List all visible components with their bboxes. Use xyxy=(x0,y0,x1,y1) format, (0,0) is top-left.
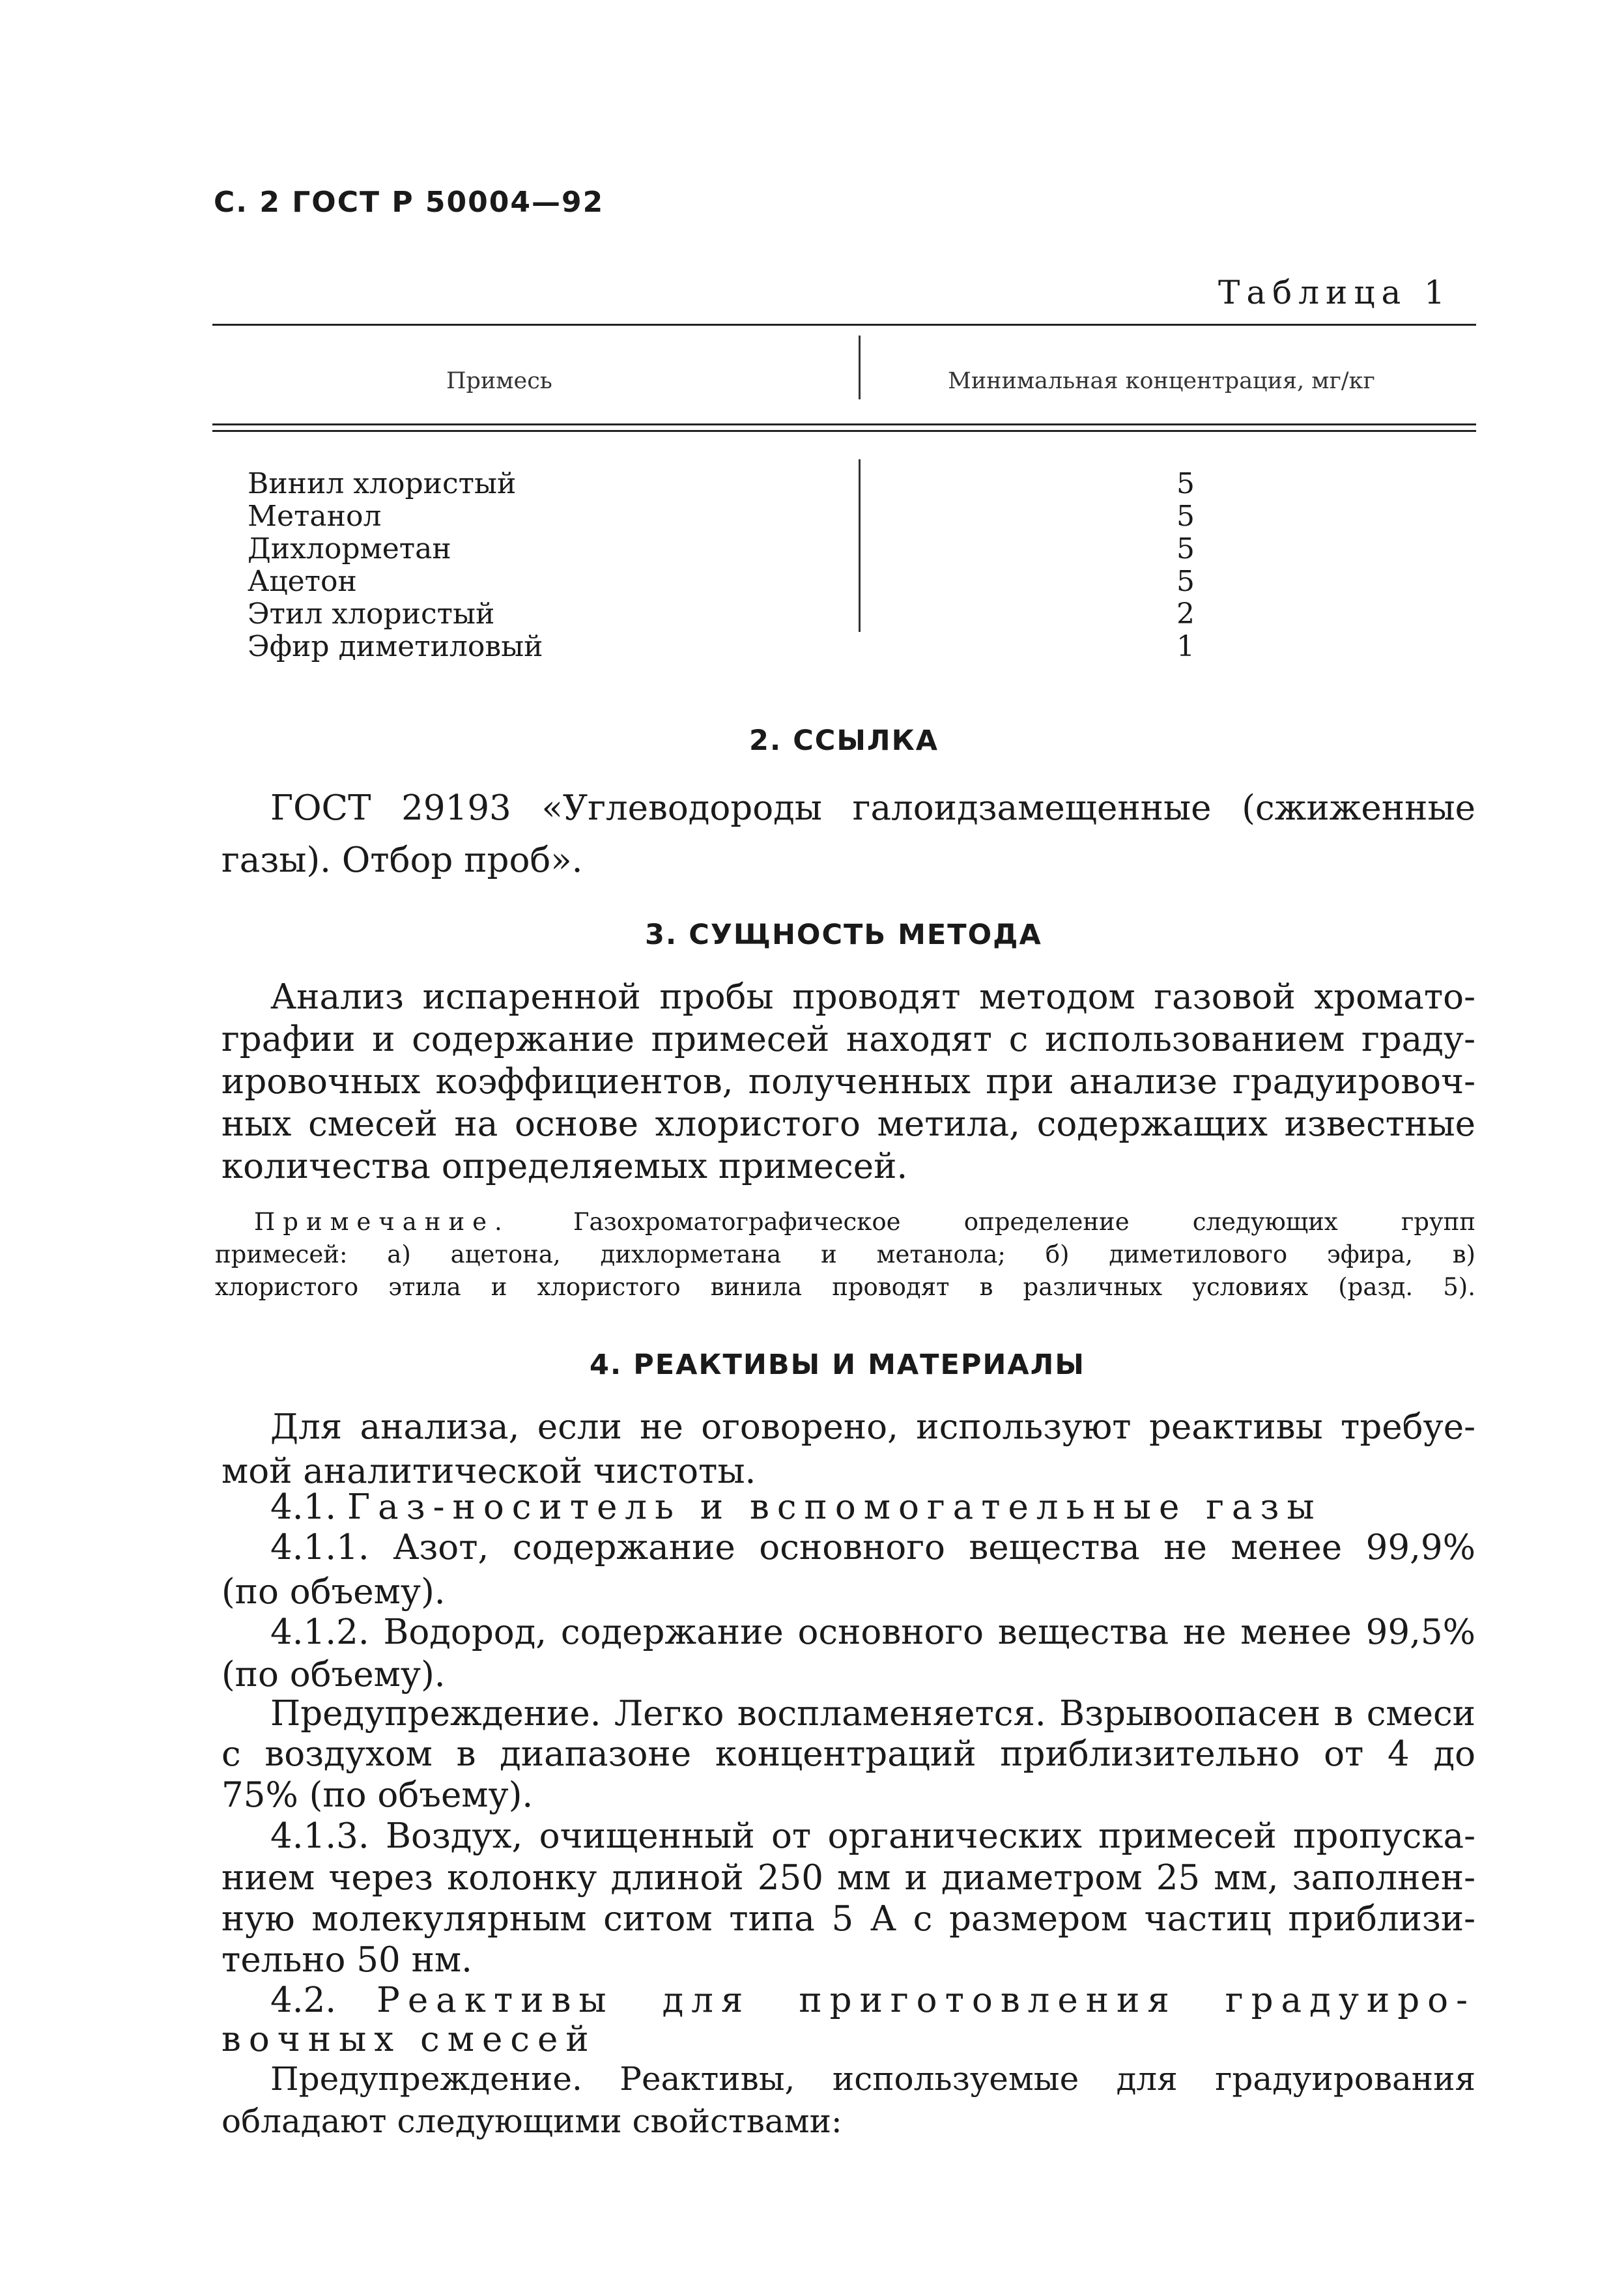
page-header: С. 2 ГОСТ Р 50004—92 xyxy=(214,186,605,219)
table-row-name: Ацетон xyxy=(248,565,357,598)
section-2-line-2: газы). Отбор проб». xyxy=(221,840,583,880)
subsection-4-2-heading xyxy=(270,1981,1475,2021)
section-4-intro-1: Для анализа, если не оговорено, используют реактивы требуе- xyxy=(270,1407,1475,1447)
table-body-separator xyxy=(859,459,861,632)
subsection-4-1-3-line-4: тельно 50 нм. xyxy=(221,1940,472,1980)
note-text-1: Газохроматографическое определение следующих групп xyxy=(573,1208,1475,1236)
section-3-line-4: ных смесей на основе хлористого метила, содержащих известные xyxy=(221,1104,1475,1144)
table-row-name: Дихлорметан xyxy=(248,532,451,565)
section-3-title: 3. СУЩНОСТЬ МЕТОДА xyxy=(645,919,1042,951)
table-row-name: Этил хлористый xyxy=(248,597,495,631)
section-3-line-2: графии и содержание примесей находят с использованием граду- xyxy=(221,1020,1475,1059)
table-row-value: 1 xyxy=(1176,630,1195,663)
table-row-value: 5 xyxy=(1176,565,1195,598)
subsection-4-1-3-line-2: нием через колонку длиной 250 мм и диаметром 25 мм, заполнен- xyxy=(221,1858,1475,1898)
section-2-title: 2. ССЫЛКА xyxy=(749,724,939,757)
subsection-4-1-number: 4.1. xyxy=(270,1487,337,1527)
subsection-4-2-number: 4.2. xyxy=(270,1981,337,2020)
note-line-2: примесей: а) ацетона, дихлорметана и метанола; б) диметилового эфира, в) xyxy=(215,1240,1475,1268)
section-3-line-3: ировочных коэффициентов, полученных при анализе градуировоч- xyxy=(221,1062,1475,1102)
table-col-impurity: Примесь xyxy=(446,368,552,394)
warning-line-1: Предупреждение. Легко воспламеняется. Взрывоопасен в смеси xyxy=(270,1694,1475,1734)
table-label: Таблица 1 xyxy=(1218,274,1451,311)
warning2-line-2: обладают следующими свойствами: xyxy=(221,2102,842,2140)
table-row-name: Эфир диметиловый xyxy=(248,630,543,663)
subsection-4-2-title-1: Реактивы для приготовления градуиро- xyxy=(377,1981,1475,2020)
subsection-4-1-2-line-2: (по объему). xyxy=(221,1655,446,1695)
subsection-4-1-3-line-3: ную молекулярным ситом типа 5 А с размером частиц приблизи- xyxy=(221,1899,1475,1939)
section-4-title: 4. РЕАКТИВЫ И МАТЕРИАЛЫ xyxy=(590,1349,1085,1381)
section-3-line-1: Анализ испаренной пробы проводят методом газовой хромато- xyxy=(270,977,1475,1017)
subsection-4-1-1-line-1: 4.1.1. Азот, содержание основного вещества не менее 99,9% xyxy=(270,1528,1475,1567)
subsection-4-1-3-line-1: 4.1.3. Воздух, очищенный от органических примесей пропуска- xyxy=(270,1816,1475,1856)
subsection-4-1-heading xyxy=(270,1487,1475,1528)
warning2-line-1: Предупреждение. Реактивы, используемые для градуирования xyxy=(270,2060,1475,2098)
table-row-value: 5 xyxy=(1176,467,1195,500)
section-3-line-5: количества определяемых примесей. xyxy=(221,1147,908,1186)
table-top-rule xyxy=(212,324,1476,326)
table-row-value: 2 xyxy=(1176,597,1195,631)
note-label: Примечание. xyxy=(254,1208,510,1236)
subsection-4-1-2-line-1: 4.1.2. Водород, содержание основного вещества не менее 99,5% xyxy=(270,1612,1475,1652)
table-col-concentration: Минимальная концентрация, мг/кг xyxy=(948,368,1375,394)
note-line-3: хлористого этила и хлористого винила проводят в различных условиях (разд. 5). xyxy=(215,1273,1475,1301)
table-row-name: Винил хлористый xyxy=(248,467,517,500)
subsection-4-1-title: Газ-носитель и вспомогательные газы xyxy=(347,1487,1322,1527)
table-header-rule-1 xyxy=(212,423,1476,425)
subsection-4-1-1-line-2: (по объему). xyxy=(221,1572,446,1612)
table-row-name: Метанол xyxy=(248,500,382,533)
table-header-separator xyxy=(859,336,861,399)
warning-line-3: 75% (по объему). xyxy=(221,1775,534,1815)
table-row-value: 5 xyxy=(1176,500,1195,533)
note-line-1 xyxy=(254,1207,1475,1238)
section-4-intro-2: мой аналитической чистоты. xyxy=(221,1451,756,1491)
table-row-value: 5 xyxy=(1176,532,1195,565)
warning-line-2: с воздухом в диапазоне концентраций приблизительно от 4 до xyxy=(221,1734,1475,1774)
subsection-4-2-title-2: вочных смесей xyxy=(221,2020,597,2059)
table-header-rule-2 xyxy=(212,430,1476,432)
section-2-line-1: ГОСТ 29193 «Углеводороды галоидзамещенные (сжиженные xyxy=(270,788,1475,828)
